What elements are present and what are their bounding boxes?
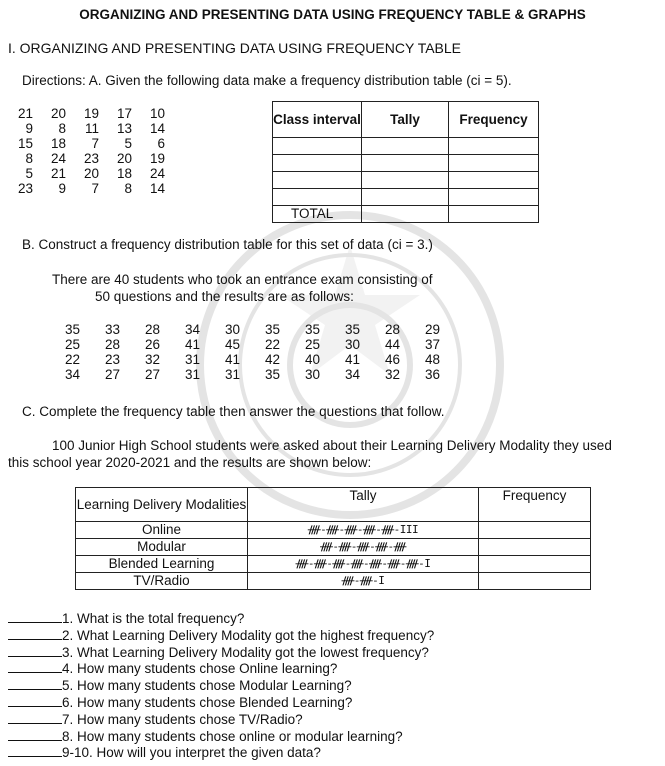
data-value: 22 — [264, 337, 280, 352]
question-text: 8. How many students chose online or modular learning? — [62, 728, 403, 744]
answer-blank[interactable] — [8, 610, 62, 623]
data-value: 37 — [424, 337, 440, 352]
header-modality: Learning Delivery Modalities — [76, 488, 248, 522]
tally-modular: ᚎ-ᚎ-ᚎ-ᚎ-ᚎ — [248, 539, 479, 556]
cell-empty[interactable] — [362, 189, 449, 206]
answer-blank[interactable] — [8, 728, 62, 741]
data-value: 15 — [17, 136, 33, 151]
data-row — [0, 106, 165, 121]
data-value: 17 — [116, 106, 132, 121]
data-value: 45 — [224, 337, 240, 352]
data-value: 19 — [83, 106, 99, 121]
cell-empty[interactable] — [362, 155, 449, 172]
header-tally: Tally — [248, 488, 479, 522]
part-b-label: B. Construct a frequency distribution table for this set of data (ci = 3.) — [22, 237, 433, 252]
data-value: 35 — [264, 322, 280, 337]
directions-text: Directions: A. Given the following data make a frequency distribution table (ci = 5). — [22, 73, 512, 88]
question-text: 3. What Learning Delivery Modality got the lowest frequency? — [62, 644, 429, 660]
data-row — [0, 151, 165, 166]
data-row — [0, 121, 165, 136]
frequency-blended-cell[interactable] — [479, 556, 591, 573]
data-value: 8 — [58, 121, 66, 136]
cell-empty[interactable] — [449, 172, 539, 189]
data-value: 5 — [124, 136, 132, 151]
data-value: 33 — [104, 322, 120, 337]
data-value: 29 — [424, 322, 440, 337]
answer-blank[interactable] — [8, 677, 62, 690]
data-value: 27 — [144, 367, 160, 382]
data-value: 11 — [84, 121, 99, 136]
data-value: 28 — [384, 322, 400, 337]
question-text: 2. What Learning Delivery Modality got the highest frequency? — [62, 627, 435, 643]
data-value: 31 — [224, 367, 240, 382]
frequency-tv-radio-cell[interactable] — [479, 573, 591, 590]
data-value: 30 — [304, 367, 320, 382]
data-row — [40, 337, 440, 352]
answer-blank[interactable] — [8, 744, 62, 757]
data-value: 21 — [17, 106, 33, 121]
answer-blank[interactable] — [8, 627, 62, 640]
data-value: 19 — [149, 151, 165, 166]
cell-empty[interactable] — [273, 189, 362, 206]
answer-blank[interactable] — [8, 644, 62, 657]
data-value: 8 — [124, 181, 132, 196]
answer-blank[interactable] — [8, 711, 62, 724]
page-title: ORGANIZING AND PRESENTING DATA USING FREQUENCY TABLE & GRAPHS — [79, 7, 586, 22]
question-text: 1. What is the total frequency? — [62, 611, 245, 626]
data-value: 30 — [224, 322, 240, 337]
part-c-intro-2: this school year 2020-2021 and the results are shown below: — [8, 455, 372, 470]
data-value: 25 — [64, 337, 80, 352]
data-value: 8 — [25, 151, 33, 166]
data-value: 31 — [184, 367, 200, 382]
data-row — [0, 136, 165, 151]
question-item — [8, 711, 303, 727]
data-row — [40, 367, 440, 382]
data-value: 28 — [104, 337, 120, 352]
cell-empty[interactable] — [449, 189, 539, 206]
data-value: 36 — [424, 367, 440, 382]
data-grid-a — [0, 106, 165, 196]
modality-online: Online — [76, 522, 248, 539]
cell-empty[interactable] — [362, 138, 449, 155]
data-value: 20 — [83, 166, 99, 181]
data-value: 42 — [264, 352, 280, 367]
data-value: 18 — [50, 136, 66, 151]
data-value: 32 — [384, 367, 400, 382]
cell-empty[interactable] — [449, 138, 539, 155]
data-value: 35 — [304, 322, 320, 337]
modality-blended: Blended Learning — [76, 556, 248, 573]
header-frequency: Frequency — [479, 488, 591, 522]
answer-blank[interactable] — [8, 660, 62, 673]
data-value: 22 — [64, 352, 80, 367]
data-value: 32 — [144, 352, 160, 367]
question-item — [8, 677, 352, 693]
question-item — [8, 694, 352, 710]
data-value: 26 — [144, 337, 160, 352]
data-value: 31 — [184, 352, 200, 367]
modality-modular: Modular — [76, 539, 248, 556]
data-value: 34 — [184, 322, 200, 337]
cell-empty[interactable] — [273, 138, 362, 155]
data-value: 13 — [116, 121, 132, 136]
data-row — [0, 181, 165, 196]
modality-tv-radio: TV/Radio — [76, 573, 248, 590]
cell-empty[interactable] — [362, 206, 449, 223]
question-text: 4. How many students chose Online learning? — [62, 661, 338, 677]
frequency-table-a — [272, 101, 539, 223]
question-text: 5. How many students chose Modular Learning? — [62, 678, 352, 694]
data-value: 27 — [104, 367, 120, 382]
data-value: 34 — [344, 367, 360, 382]
data-value: 14 — [149, 121, 165, 136]
data-grid-b — [40, 322, 440, 382]
header-class-interval: Class interval — [273, 102, 362, 138]
data-value: 35 — [64, 322, 80, 337]
data-value: 25 — [304, 337, 320, 352]
total-label: TOTAL — [273, 206, 362, 223]
cell-empty[interactable] — [273, 172, 362, 189]
part-b-intro-2: 50 questions and the results are as follows: — [95, 289, 354, 304]
cell-empty[interactable] — [362, 172, 449, 189]
data-value: 23 — [83, 151, 99, 166]
tally-tv-radio: ᚎ-ᚎ-I — [248, 573, 479, 590]
data-value: 9 — [58, 181, 66, 196]
data-value: 35 — [344, 322, 360, 337]
data-value: 48 — [424, 352, 440, 367]
data-value: 14 — [149, 181, 165, 196]
question-item — [8, 660, 337, 676]
part-c-intro-1: 100 Junior High School students were asked about their Learning Delivery Modality they used — [52, 438, 612, 453]
data-row — [0, 166, 165, 181]
question-text: 9-10. How will you interpret the given data? — [62, 745, 321, 761]
data-value: 23 — [104, 352, 120, 367]
part-b-intro-1: There are 40 students who took an entrance exam consisting of — [52, 272, 433, 287]
data-value: 5 — [25, 166, 33, 181]
question-text: 7. How many students chose TV/Radio? — [62, 711, 303, 727]
modality-table — [75, 487, 591, 590]
answer-blank[interactable] — [8, 694, 62, 707]
data-value: 46 — [384, 352, 400, 367]
section-heading: I. ORGANIZING AND PRESENTING DATA USING FREQUENCY TABLE — [8, 40, 462, 56]
data-row — [40, 352, 440, 367]
data-value: 24 — [149, 166, 165, 181]
frequency-modular-cell[interactable] — [479, 539, 591, 556]
question-item — [8, 610, 244, 626]
data-value: 20 — [50, 106, 66, 121]
data-value: 30 — [344, 337, 360, 352]
data-value: 6 — [157, 136, 165, 151]
part-c-label: C. Complete the frequency table then answer the questions that follow. — [22, 404, 445, 419]
data-value: 9 — [25, 121, 33, 136]
data-value: 20 — [116, 151, 132, 166]
data-value: 35 — [264, 367, 280, 382]
data-value: 40 — [304, 352, 320, 367]
cell-empty[interactable] — [449, 155, 539, 172]
data-value: 41 — [344, 352, 360, 367]
data-value: 7 — [91, 181, 99, 196]
cell-empty[interactable] — [449, 206, 539, 223]
question-item — [8, 627, 434, 643]
question-item — [8, 744, 321, 760]
data-value: 41 — [184, 337, 200, 352]
data-value: 18 — [116, 166, 132, 181]
data-value: 7 — [91, 136, 99, 151]
data-row — [40, 322, 440, 337]
data-value: 28 — [144, 322, 160, 337]
tally-online: ᚎ-ᚎ-ᚎ-ᚎ-ᚎ-III — [248, 522, 479, 539]
question-item — [8, 644, 429, 660]
tally-blended: ᚎ-ᚎ-ᚎ-ᚎ-ᚎ-ᚎ-ᚎ-I — [248, 556, 479, 573]
data-value: 10 — [149, 106, 165, 121]
cell-empty[interactable] — [273, 155, 362, 172]
header-frequency: Frequency — [449, 102, 539, 138]
header-tally: Tally — [362, 102, 449, 138]
frequency-online-cell[interactable] — [479, 522, 591, 539]
data-value: 44 — [384, 337, 400, 352]
question-item — [8, 728, 403, 744]
data-value: 41 — [224, 352, 240, 367]
data-value: 21 — [50, 166, 66, 181]
data-value: 34 — [64, 367, 80, 382]
question-text: 6. How many students chose Blended Learning? — [62, 695, 353, 710]
data-value: 23 — [17, 181, 33, 196]
data-value: 24 — [50, 151, 66, 166]
